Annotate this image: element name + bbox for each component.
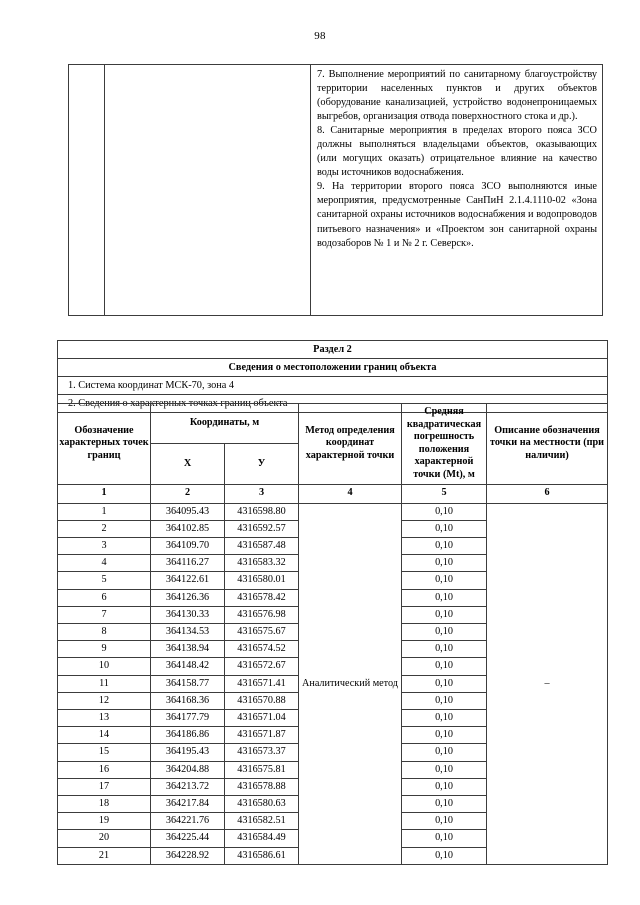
point-number-cell: 11: [58, 675, 151, 692]
coord-x-cell: 364126.36: [151, 589, 225, 606]
mean-square-error-cell: 0,10: [402, 761, 487, 778]
point-number-cell: 12: [58, 692, 151, 709]
mean-square-error-cell: 0,10: [402, 692, 487, 709]
mean-square-error-cell: 0,10: [402, 744, 487, 761]
coord-x-cell: 364122.61: [151, 572, 225, 589]
point-number-cell: 17: [58, 778, 151, 795]
mean-square-error-cell: 0,10: [402, 537, 487, 554]
point-number-cell: 13: [58, 710, 151, 727]
point-number-cell: 6: [58, 589, 151, 606]
coord-y-cell: 4316584.49: [225, 830, 299, 847]
measures-col2-cell: [105, 65, 311, 316]
coord-x-cell: 364158.77: [151, 675, 225, 692]
coord-x-cell: 364225.44: [151, 830, 225, 847]
coord-x-cell: 364116.27: [151, 555, 225, 572]
point-number-cell: 2: [58, 520, 151, 537]
coord-y-cell: 4316574.52: [225, 641, 299, 658]
coord-x-cell: 364102.85: [151, 520, 225, 537]
coord-x-cell: 364195.43: [151, 744, 225, 761]
coord-y-cell: 4316580.63: [225, 796, 299, 813]
header-coordinates-group: Координаты, м: [151, 404, 299, 444]
mean-square-error-cell: 0,10: [402, 813, 487, 830]
header-error: Средняя квадратическая погрешность положения характерной точки (Мt), м: [402, 404, 487, 485]
mean-square-error-cell: 0,10: [402, 710, 487, 727]
table-row: [58, 503, 608, 520]
mean-square-error-cell: 0,10: [402, 623, 487, 640]
coord-y-cell: 4316578.88: [225, 778, 299, 795]
coord-y-cell: 4316580.01: [225, 572, 299, 589]
header-coord-x: X: [151, 444, 225, 484]
mean-square-error-cell: 0,10: [402, 555, 487, 572]
mean-square-error-cell: 0,10: [402, 658, 487, 675]
table-header-row: [58, 404, 608, 444]
coord-y-cell: 4316592.57: [225, 520, 299, 537]
mean-square-error-cell: 0,10: [402, 641, 487, 658]
column-number-6: 6: [487, 484, 608, 503]
boundary-points-table: [57, 403, 608, 865]
coord-y-cell: 4316587.48: [225, 537, 299, 554]
coord-x-cell: 364186.86: [151, 727, 225, 744]
header-coord-y: У: [225, 444, 299, 484]
coord-y-cell: 4316571.41: [225, 675, 299, 692]
point-number-cell: 9: [58, 641, 151, 658]
measures-paragraph-7: 7. Выполнение мероприятий по санитарному благоустройству территории населенных пунктов и других объектов (оборудование канализацией, устройство водонепроницаемых выгребов, организация отвода поверхностного стока и др.).: [317, 69, 597, 123]
coord-y-cell: 4316578.42: [225, 589, 299, 606]
mean-square-error-cell: 0,10: [402, 503, 487, 520]
point-number-cell: 19: [58, 813, 151, 830]
mean-square-error-cell: 0,10: [402, 589, 487, 606]
coord-y-cell: 4316570.88: [225, 692, 299, 709]
coord-x-cell: 364134.53: [151, 623, 225, 640]
section-subtitle: Сведения о местоположении границ объекта: [58, 359, 608, 377]
coord-x-cell: 364109.70: [151, 537, 225, 554]
boundary-points-table-head: [58, 404, 608, 504]
mean-square-error-cell: 0,10: [402, 520, 487, 537]
coord-y-cell: 4316575.67: [225, 623, 299, 640]
point-number-cell: 14: [58, 727, 151, 744]
method-cell: Аналитический метод: [299, 503, 402, 864]
coord-x-cell: 364130.33: [151, 606, 225, 623]
point-number-cell: 7: [58, 606, 151, 623]
mean-square-error-cell: 0,10: [402, 796, 487, 813]
measures-col1-cell: [69, 65, 105, 316]
column-number-2: 2: [151, 484, 225, 503]
table-column-number-row: [58, 484, 608, 503]
point-number-cell: 21: [58, 847, 151, 864]
coord-y-cell: 4316575.81: [225, 761, 299, 778]
table-row: [58, 341, 608, 359]
coord-y-cell: 4316571.04: [225, 710, 299, 727]
point-number-cell: 8: [58, 623, 151, 640]
point-number-cell: 10: [58, 658, 151, 675]
description-cell: –: [487, 503, 608, 864]
point-number-cell: 1: [58, 503, 151, 520]
header-point-label: Обозначение характерных точек границ: [58, 404, 151, 485]
mean-square-error-cell: 0,10: [402, 727, 487, 744]
section-item-2: 2. Сведения о характерных точках границ объекта: [58, 395, 608, 413]
header-description: Описание обозначения точки на местности (при наличии): [487, 404, 608, 485]
coord-x-cell: 364213.72: [151, 778, 225, 795]
coord-x-cell: 364095.43: [151, 503, 225, 520]
section-title: Раздел 2: [58, 341, 608, 359]
point-number-cell: 16: [58, 761, 151, 778]
mean-square-error-cell: 0,10: [402, 675, 487, 692]
point-number-cell: 3: [58, 537, 151, 554]
mean-square-error-cell: 0,10: [402, 606, 487, 623]
mean-square-error-cell: 0,10: [402, 778, 487, 795]
mean-square-error-cell: 0,10: [402, 830, 487, 847]
table-row: [69, 65, 603, 316]
coord-x-cell: 364221.76: [151, 813, 225, 830]
coord-y-cell: 4316572.67: [225, 658, 299, 675]
coord-x-cell: 364217.84: [151, 796, 225, 813]
coord-y-cell: 4316598.80: [225, 503, 299, 520]
point-number-cell: 20: [58, 830, 151, 847]
coord-x-cell: 364228.92: [151, 847, 225, 864]
measures-paragraph-8: 8. Санитарные мероприятия в пределах второго пояса ЗСО должны выполняться владельцами объектов, оказывающих (или могущих оказать) отрицательное влияние на качество воды источников водоснабжения.: [317, 125, 597, 179]
point-number-cell: 15: [58, 744, 151, 761]
column-number-3: 3: [225, 484, 299, 503]
table-row: [58, 377, 608, 395]
coord-x-cell: 364168.36: [151, 692, 225, 709]
measures-paragraph-9: 9. На территории второго пояса ЗСО выполняются иные мероприятия, предусмотренные СанПиН 2.1.4.1110-02 «Зона санитарной охраны источников водоснабжения и водопроводов питьевого назначения» и «Проектом зон санитарной охраны водозаборов № 1 и № 2 г. Северск».: [317, 181, 597, 249]
measures-text-block: [311, 65, 602, 254]
coord-x-cell: 364138.94: [151, 641, 225, 658]
point-number-cell: 18: [58, 796, 151, 813]
boundary-points-table-body: [58, 503, 608, 864]
section-item-1: 1. Система координат МСК-70, зона 4: [58, 377, 608, 395]
column-number-4: 4: [299, 484, 402, 503]
column-number-1: 1: [58, 484, 151, 503]
coord-y-cell: 4316586.61: [225, 847, 299, 864]
coord-y-cell: 4316573.37: [225, 744, 299, 761]
coord-x-cell: 364204.88: [151, 761, 225, 778]
column-number-5: 5: [402, 484, 487, 503]
mean-square-error-cell: 0,10: [402, 847, 487, 864]
coord-x-cell: 364177.79: [151, 710, 225, 727]
mean-square-error-cell: 0,10: [402, 572, 487, 589]
point-number-cell: 4: [58, 555, 151, 572]
header-method: Метод определения координат характерной точки: [299, 404, 402, 485]
measures-continuation-table: [68, 64, 603, 316]
page-number: 98: [314, 30, 326, 42]
coord-x-cell: 364148.42: [151, 658, 225, 675]
coord-y-cell: 4316582.51: [225, 813, 299, 830]
measures-text-cell: [311, 65, 603, 316]
coord-y-cell: 4316571.87: [225, 727, 299, 744]
coord-y-cell: 4316576.98: [225, 606, 299, 623]
point-number-cell: 5: [58, 572, 151, 589]
coord-y-cell: 4316583.32: [225, 555, 299, 572]
table-row: [58, 359, 608, 377]
